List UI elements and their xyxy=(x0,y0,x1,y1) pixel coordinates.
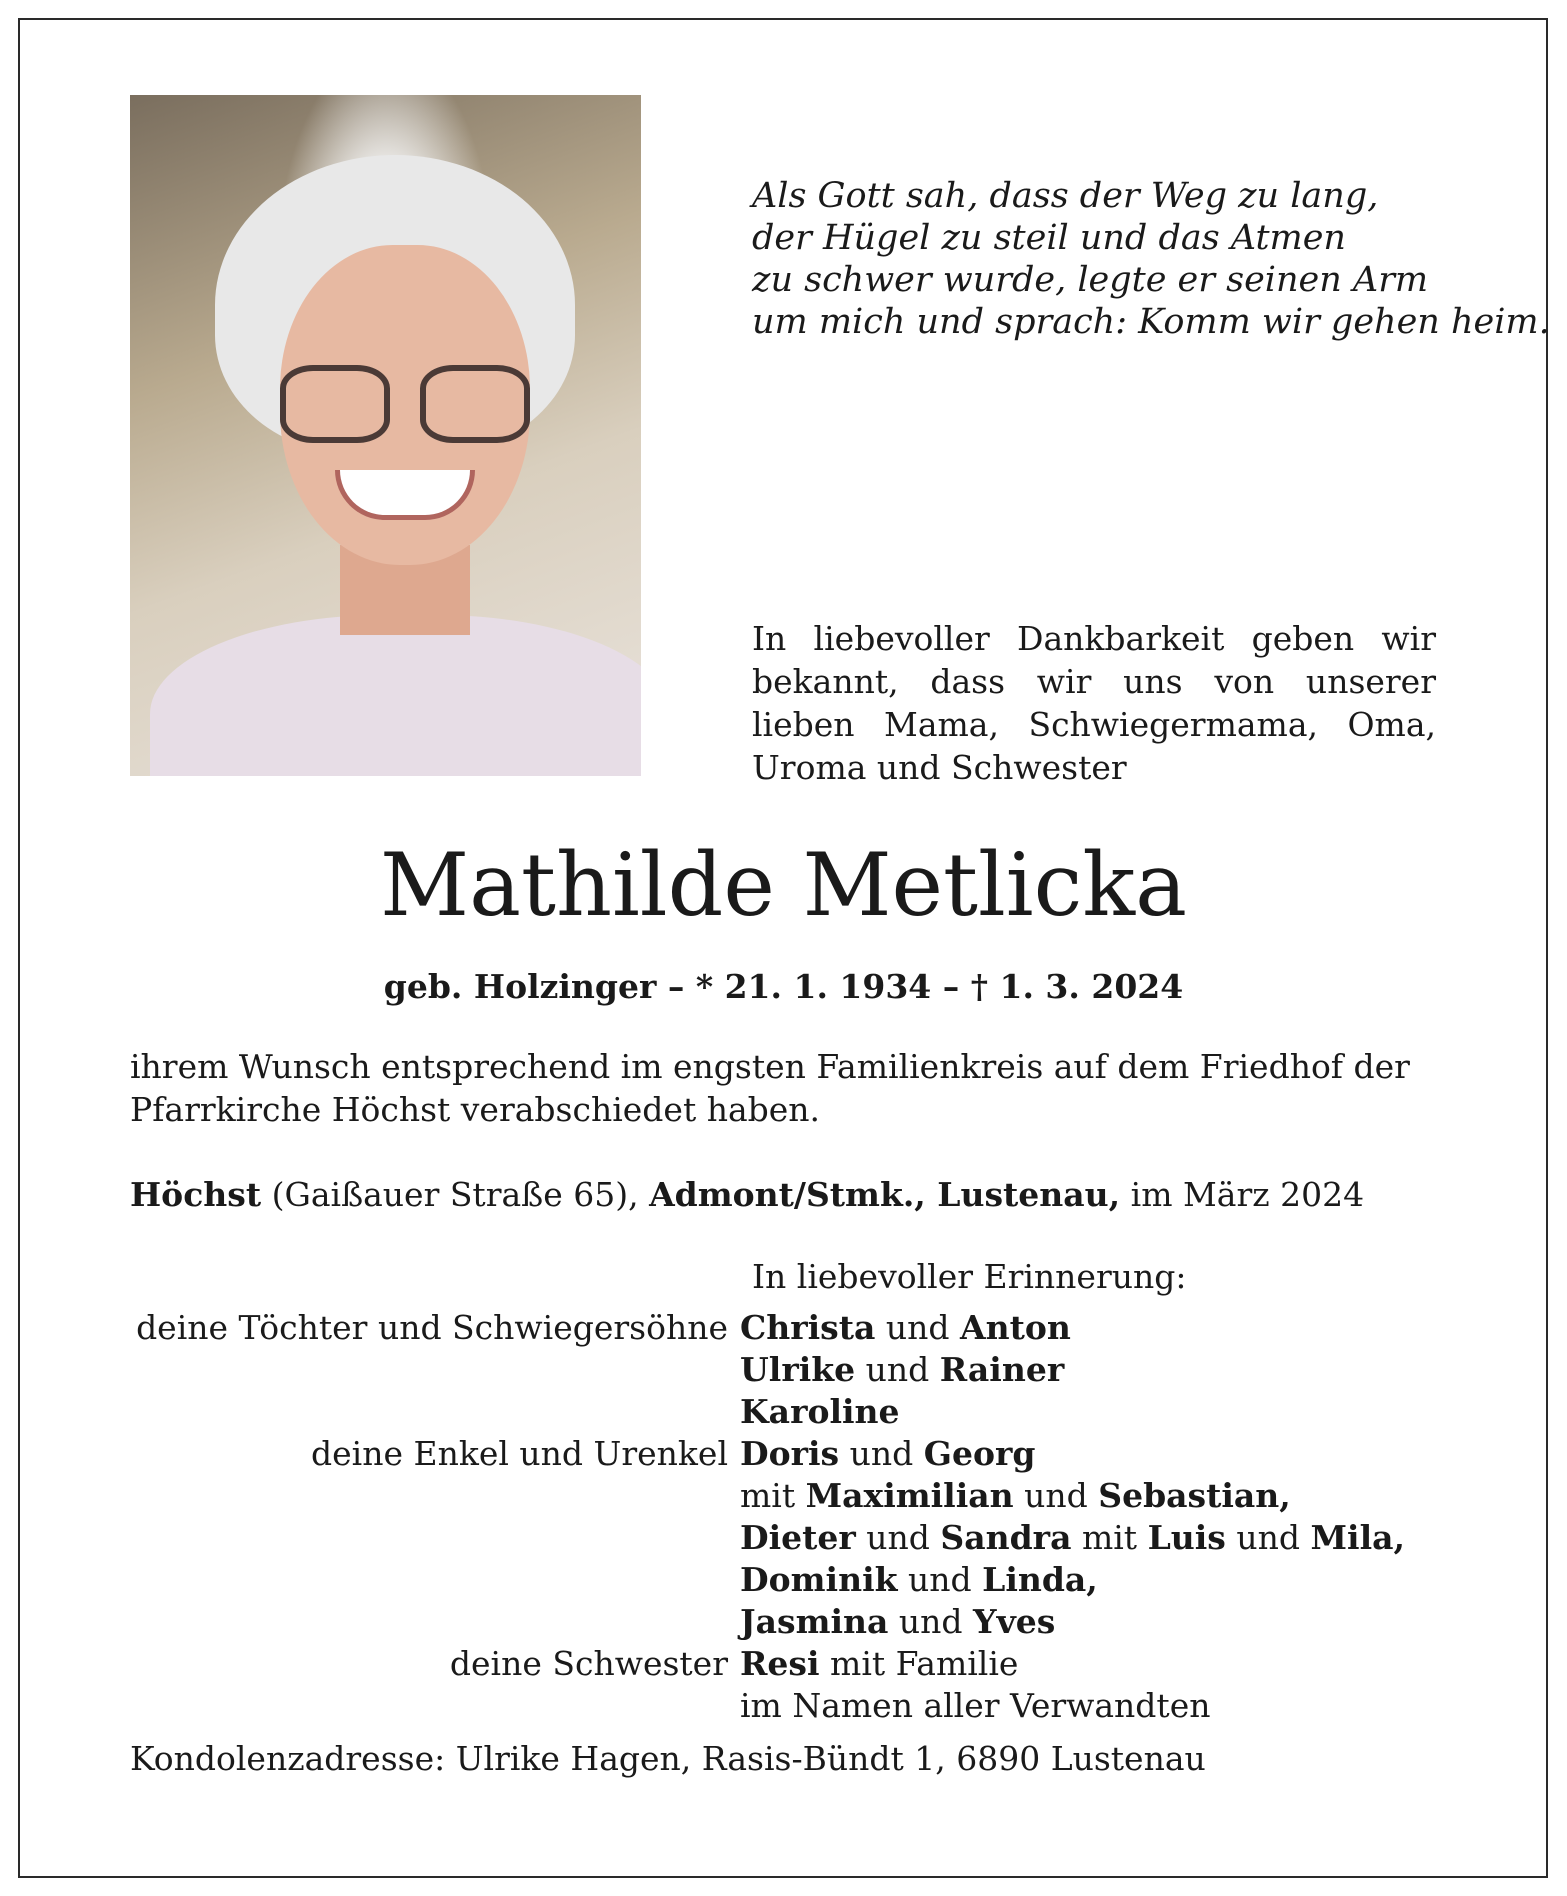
mourner-row xyxy=(0,1517,1567,1559)
mourner-connector: und xyxy=(1225,1518,1311,1557)
mourner-row xyxy=(0,1601,1567,1643)
mourner-names xyxy=(740,1475,1291,1517)
mourner-names xyxy=(740,1559,1098,1601)
mourner-connector: mit xyxy=(1071,1518,1148,1557)
farewell-text xyxy=(130,1045,1450,1131)
mourner-name: Karoline xyxy=(740,1392,900,1431)
quote-line: zu schwer wurde, legte er seinen Arm xyxy=(752,260,1429,300)
mourner-connector: mit xyxy=(740,1476,806,1515)
farewell-line: ihrem Wunsch entsprechend im engsten Familienkreis auf dem Friedhof der xyxy=(130,1047,1410,1086)
mourner-row xyxy=(0,1643,1567,1685)
farewell-line: Pfarrkirche Höchst verabschiedet haben. xyxy=(130,1090,821,1129)
portrait-photo xyxy=(130,95,641,776)
mourner-names xyxy=(740,1601,1055,1643)
quote-line: Als Gott sah, dass der Weg zu lang, xyxy=(752,176,1379,216)
mourner-name: Resi xyxy=(740,1644,820,1683)
mourner-relation: deine Schwester xyxy=(449,1644,728,1683)
mourner-connector: mit Familie xyxy=(819,1644,1019,1683)
mourner-row xyxy=(0,1433,1567,1475)
mourner-relation xyxy=(0,1559,740,1601)
mourner-row xyxy=(0,1307,1567,1349)
mourner-connector: und xyxy=(875,1308,961,1347)
mourner-row xyxy=(0,1475,1567,1517)
intro-line: Uroma und Schwester xyxy=(752,748,1127,787)
place-date: im März 2024 xyxy=(1120,1175,1365,1214)
mourner-connector: und xyxy=(897,1560,983,1599)
mourner-name: Mila, xyxy=(1310,1518,1405,1557)
place-town: Höchst xyxy=(130,1175,262,1214)
mourner-name: Dieter xyxy=(740,1518,856,1557)
mourner-connector: und xyxy=(839,1434,924,1473)
mourner-relation xyxy=(0,1685,740,1727)
mourner-name: Maximilian xyxy=(805,1476,1014,1515)
mourner-connector: im Namen aller Verwandten xyxy=(740,1686,1211,1725)
mourner-relation xyxy=(0,1601,740,1643)
mourner-row xyxy=(0,1559,1567,1601)
mourner-connector: und xyxy=(1013,1476,1099,1515)
mourner-row xyxy=(0,1685,1567,1727)
mourner-connector: und xyxy=(888,1602,974,1641)
mourners-list xyxy=(0,1307,1567,1727)
place-and-date xyxy=(130,1173,1450,1217)
memorial-quote xyxy=(752,175,1550,343)
mourner-name: Yves xyxy=(973,1602,1056,1641)
memory-heading: In liebevoller Erinnerung: xyxy=(752,1257,1187,1296)
mourner-names xyxy=(740,1349,1064,1391)
announcement-intro xyxy=(752,617,1436,789)
condolence-address: Kondolenzadresse: Ulrike Hagen, Rasis-Bündt 1, 6890 Lustenau xyxy=(130,1739,1206,1778)
mourner-names xyxy=(740,1433,1035,1475)
mourner-row xyxy=(0,1349,1567,1391)
mourner-name: Anton xyxy=(960,1308,1071,1347)
deceased-name: Mathilde Metlicka xyxy=(380,834,1187,936)
place-towns: Admont/Stmk., Lustenau, xyxy=(649,1175,1121,1214)
mourner-connector: und xyxy=(855,1518,941,1557)
mourner-relation xyxy=(0,1349,740,1391)
mourner-connector: und xyxy=(855,1350,940,1389)
intro-line: In liebevoller Dankbarkeit geben wir xyxy=(752,619,1436,658)
mourner-name: Linda, xyxy=(982,1560,1098,1599)
birth-death-dates: geb. Holzinger – * 21. 1. 1934 – † 1. 3. 2024 xyxy=(383,967,1184,1006)
mourner-name: Georg xyxy=(923,1434,1036,1473)
mourner-name: Dominik xyxy=(740,1560,898,1599)
mourner-names xyxy=(740,1307,1071,1349)
quote-line: um mich und sprach: Komm wir gehen heim. xyxy=(752,302,1550,342)
place-street: (Gaißauer Straße 65), xyxy=(261,1175,650,1214)
mourner-name: Christa xyxy=(740,1308,876,1347)
mourner-name: Sandra xyxy=(940,1518,1072,1557)
mourner-name: Sebastian, xyxy=(1098,1476,1291,1515)
intro-line: lieben Mama, Schwiegermama, Oma, xyxy=(752,705,1436,744)
intro-line: bekannt, dass wir uns von unserer xyxy=(752,662,1436,701)
mourner-names xyxy=(740,1643,1018,1685)
mourner-relation xyxy=(0,1475,740,1517)
mourner-name: Rainer xyxy=(939,1350,1065,1389)
mourner-name: Ulrike xyxy=(740,1350,856,1389)
mourner-row xyxy=(0,1391,1567,1433)
mourner-relation xyxy=(0,1391,740,1433)
mourner-name: Doris xyxy=(740,1434,840,1473)
mourner-relation: deine Enkel und Urenkel xyxy=(311,1434,728,1473)
mourner-relation: deine Töchter und Schwiegersöhne xyxy=(136,1308,728,1347)
mourner-name: Luis xyxy=(1147,1518,1226,1557)
mourner-names xyxy=(740,1391,900,1433)
mourner-names xyxy=(740,1685,1210,1727)
mourner-names xyxy=(740,1517,1405,1559)
mourner-name: Jasmina xyxy=(740,1602,889,1641)
mourner-relation xyxy=(0,1517,740,1559)
quote-line: der Hügel zu steil und das Atmen xyxy=(752,218,1346,258)
